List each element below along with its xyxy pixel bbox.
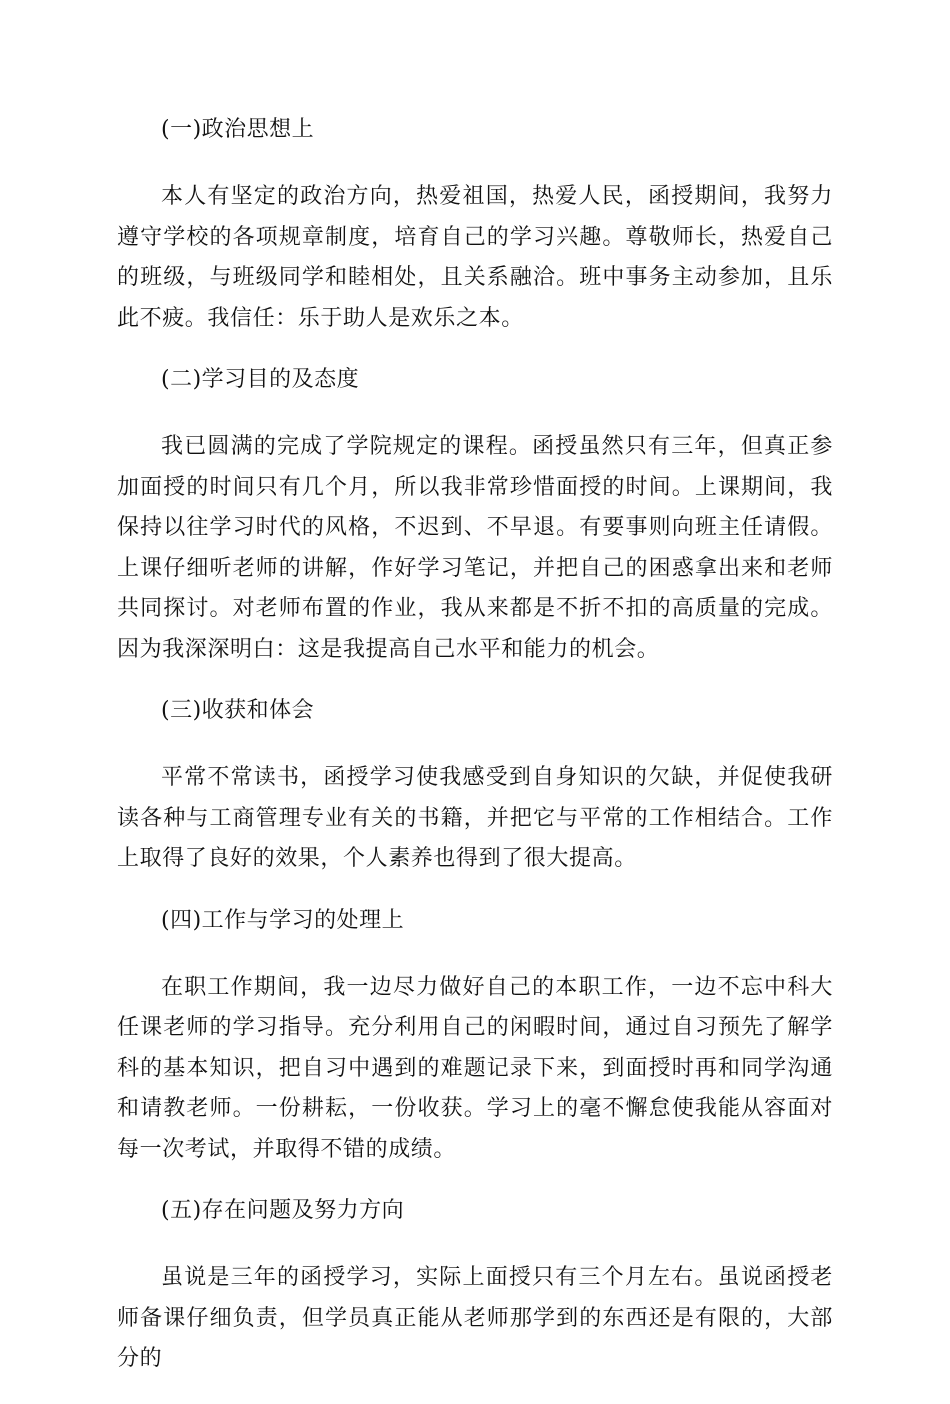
section-heading-political: (一)政治思想上 [161,117,315,142]
section-heading-work-study: (四)工作与学习的处理上 [161,907,405,933]
section-heading-study-attitude: (二)学习目的及态度 [161,367,360,392]
section-paragraph-work-study: 在职工作期间，我一边尽力做好自己的本职工作，一边不忘中科大任课老师的学习指导。充分利用自己的闲暇时间，通过自习预先了解学科的基本知识，把自习中遇到的难题记录下来，到面授时再和同学沟通和请教老师。一份耕耘，一份收获。学习上的毫不懈怠使我能从容面对每一次考试，并取得不错的成绩。 [117,974,833,1162]
section-paragraph-political: 本人有坚定的政治方向，热爱祖国，热爱人民，函授期间，我努力遵守学校的各项规章制度，培育自己的学习兴趣。尊敬师长，热爱自己的班级，与班级同学和睦相处，且关系融洽。班中事务主动参加，且乐此不疲。我信任：乐于助人是欢乐之本。 [117,184,833,331]
document-body [117,113,833,1404]
section-paragraph-problems: 虽说是三年的函授学习，实际上面授只有三个月左右。虽说函授老师备课仔细负责，但学员真正能从老师那学到的东西还是有限的，大部分的 [117,1265,833,1371]
section-paragraph-gains: 平常不常读书，函授学习使我感受到自身知识的欠缺，并促使我研读各种与工商管理专业有关的书籍，并把它与平常的工作相结合。工作上取得了良好的效果，个人素养也得到了很大提高。 [117,765,833,871]
section-paragraph-study-attitude: 我已圆满的完成了学院规定的课程。函授虽然只有三年，但真正参加面授的时间只有几个月，所以我非常珍惜面授的时间。上课期间，我保持以往学习时代的风格，不迟到、不早退。有要事则向班主任请假。上课仔细听老师的讲解，作好学习笔记，并把自己的困惑拿出来和老师共同探讨。对老师布置的作业，我从来都是不折不扣的高质量的完成。因为我深深明白：这是我提高自己水平和能力的机会。 [117,434,833,662]
section-heading-gains: (三)收获和体会 [161,698,315,723]
section-heading-problems: (五)存在问题及努力方向 [161,1198,405,1223]
